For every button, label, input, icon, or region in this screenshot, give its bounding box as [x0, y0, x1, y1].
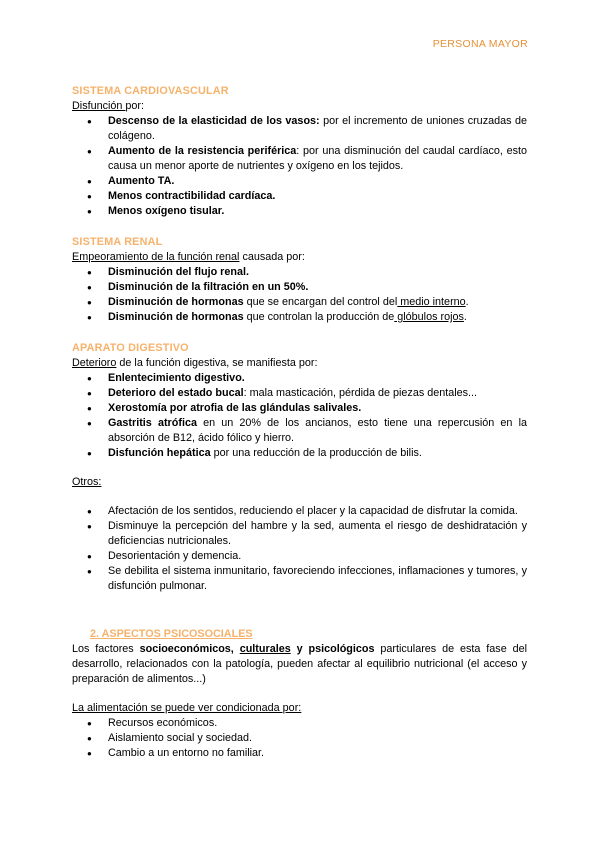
item-text: que controlan la producción de [243, 311, 395, 323]
list-item [72, 174, 527, 189]
condicionada-label: La alimentación se puede ver condicionada por: [72, 702, 302, 714]
item-bold: Disminución de la filtración en un 50%. [108, 281, 309, 293]
item-text: por una reducción de la producción de bilis. [210, 447, 422, 459]
list-item [72, 371, 527, 386]
para-text: Los factores [72, 643, 140, 655]
item-tail: . [465, 296, 469, 308]
list-item [72, 204, 527, 219]
item-bold: Descenso de la elasticidad de los vasos: [108, 115, 320, 127]
intro-text: de la función digestiva, se manifiesta por: [116, 357, 318, 369]
item-bold: Disminución de hormonas [108, 296, 244, 308]
otros-label: Otros: [72, 476, 102, 488]
item-underlined: glóbulos rojos [394, 311, 464, 323]
list-item [72, 310, 527, 325]
list-item: ● Disminuye la percepción del hambre y la sed, aumenta el riesgo de deshidratación y deficiencias nutricionales. [72, 519, 527, 549]
section-title-renal: SISTEMA RENAL [72, 236, 163, 248]
item-text: en un 20% de los ancianos, esto tiene una repercusión en la absorción de B12, ácido fólico y hierro. [108, 417, 527, 444]
section-title-psicosociales: 2. ASPECTOS PSICOSOCIALES [90, 628, 253, 640]
section-intro [72, 356, 527, 371]
section-intro [72, 250, 527, 265]
item-bold: Disfunción hepática [108, 447, 211, 459]
condicionada-list [72, 716, 527, 761]
item-underlined: medio interno [397, 296, 466, 308]
digestivo-list [72, 371, 527, 461]
item-bold: Aumento TA. [108, 175, 175, 187]
list-item [72, 114, 527, 144]
cardio-list [72, 114, 527, 219]
running-header: PERSONA MAYOR [432, 38, 528, 50]
list-item: ● Cambio a un entorno no familiar. [72, 746, 527, 761]
psicosocial-paragraph [72, 642, 527, 687]
list-item [72, 144, 527, 174]
section-title-cardiovascular: SISTEMA CARDIOVASCULAR [72, 85, 229, 97]
list-item [72, 401, 527, 416]
list-item [72, 446, 527, 461]
para-text: particulares de esta fase del desarrollo, relacionados con la patología, pueden afectar al equilibrio nutricional (el acceso y preparación de alimentos...) [72, 643, 527, 685]
otros-list [72, 504, 527, 594]
item-bold: Aumento de la resistencia periférica [108, 145, 297, 157]
item-bold: Menos oxígeno tisular. [108, 205, 225, 217]
list-item: ● Recursos económicos. [72, 716, 527, 731]
list-item [72, 265, 527, 280]
para-bold-underlined: culturales [239, 643, 291, 655]
list-item: ● Se debilita el sistema inmunitario, favoreciendo infecciones, inflamaciones y tumores, y disfunción pulmonar. [72, 564, 527, 594]
section-intro [72, 99, 527, 114]
intro-underlined: Disfunción [72, 100, 126, 112]
intro-underlined: Empeoramiento de la función renal [72, 251, 240, 263]
para-bold: y psicológicos [290, 643, 375, 655]
item-text: que se encargan del control del [243, 296, 398, 308]
list-item [72, 386, 527, 401]
item-bold: Deterioro del estado bucal [108, 387, 244, 399]
list-item: ● Afectación de los sentidos, reduciendo el placer y la capacidad de disfrutar la comida. [72, 504, 527, 519]
intro-text: causada por: [239, 251, 305, 263]
document-body [72, 84, 527, 761]
item-bold: Xerostomía por atrofia de las glándulas salivales. [108, 402, 362, 414]
list-item: ● Aislamiento social y sociedad. [72, 731, 527, 746]
list-item [72, 280, 527, 295]
item-bold: Enlentecimiento digestivo. [108, 372, 245, 384]
para-bold: socioeconómicos, [139, 643, 234, 655]
item-bold: Disminución del flujo renal. [108, 266, 249, 278]
item-tail: . [463, 311, 467, 323]
intro-underlined: Deterioro [72, 357, 117, 369]
section-title-digestivo: APARATO DIGESTIVO [72, 342, 189, 354]
item-text: : mala masticación, pérdida de piezas dentales... [243, 387, 478, 399]
item-bold: Menos contractibilidad cardíaca. [108, 190, 276, 202]
item-text: : por una disminución del caudal cardíaco, esto causa un menor aporte de nutrientes y oxígeno en los tejidos. [108, 145, 527, 172]
item-bold: Gastritis atrófica [108, 417, 197, 429]
item-text: por el incremento de uniones cruzadas de colágeno. [108, 115, 527, 142]
intro-text: por: [125, 100, 145, 112]
list-item: ● Desorientación y demencia. [72, 549, 527, 564]
list-item [72, 189, 527, 204]
list-item [72, 416, 527, 446]
item-bold: Disminución de hormonas [108, 311, 244, 323]
renal-list [72, 265, 527, 325]
list-item [72, 295, 527, 310]
